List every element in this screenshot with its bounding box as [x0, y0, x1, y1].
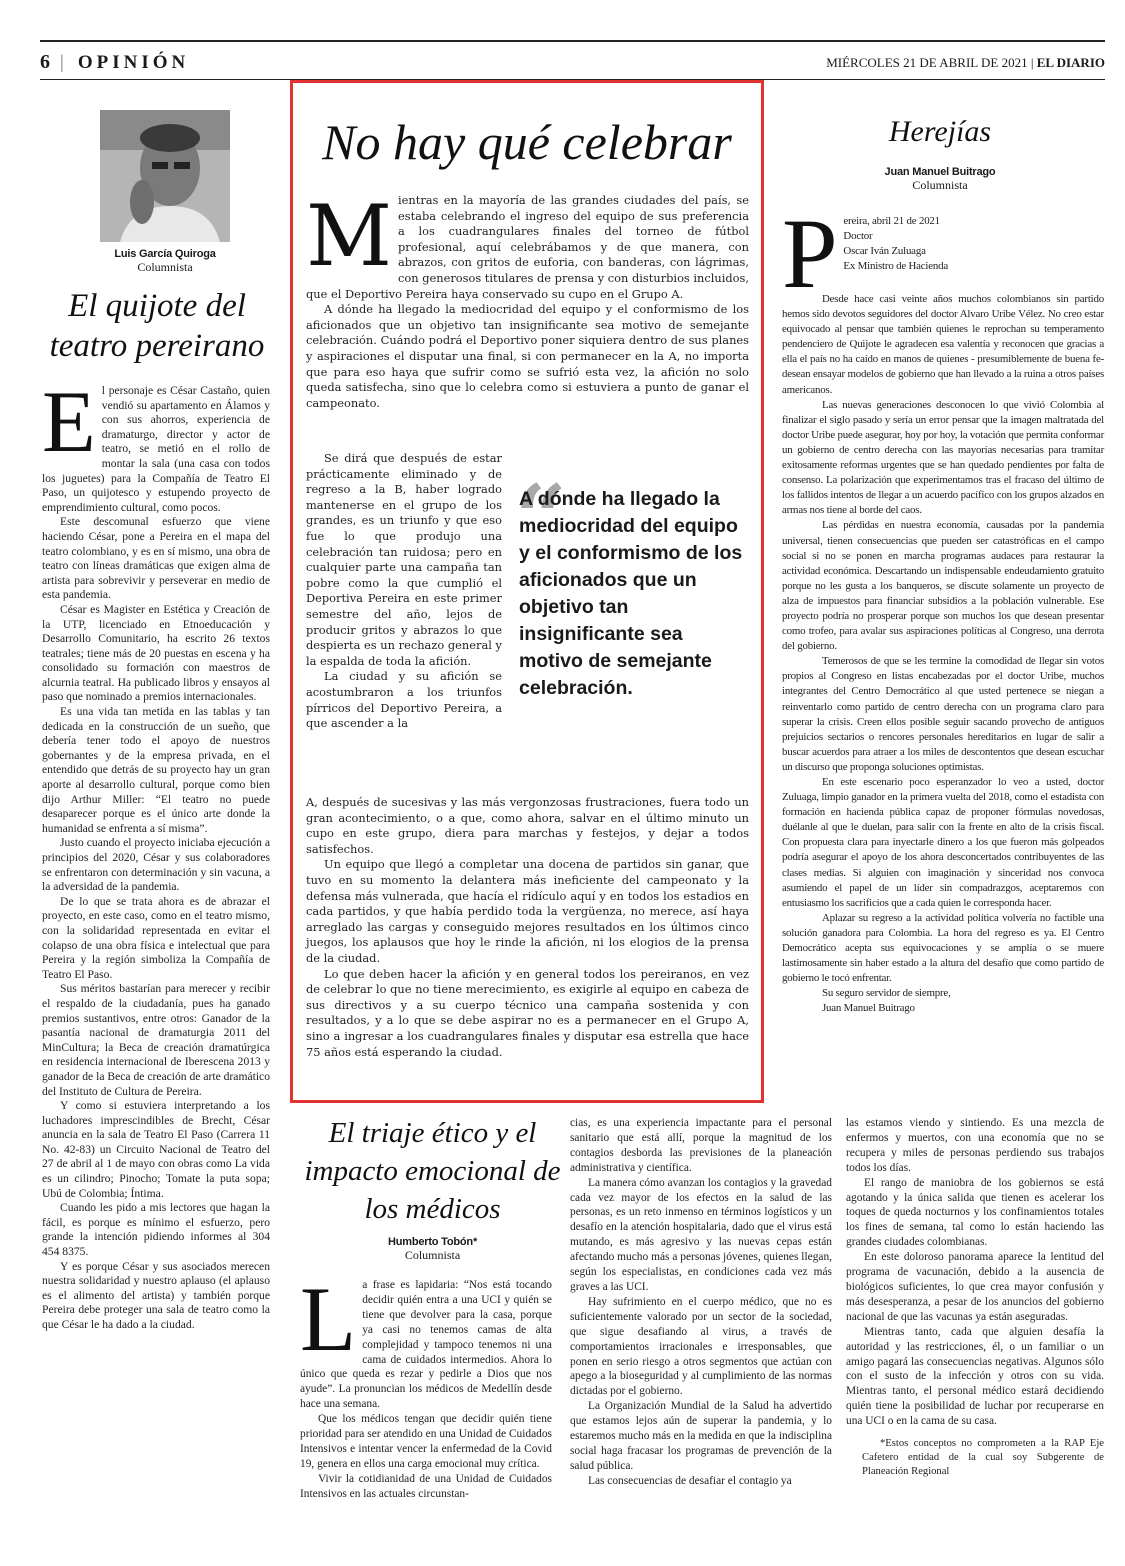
paragraph: ientras en la mayoría de las grandes ciudades del país, se estaba celebrando el ingreso del equipo de sus preferencia a los cuadrangulares finales del torneo de fútbol profesional, aquí celebrábamos y de que manera, con abrazos, con gritos de euforia, con banderas, con lágrimas, con generosos titulares de prensa y con disturbios incluidos, que el Deportivo Pereira haya conservado su cupo en el Grupo A. [306, 193, 749, 301]
paragraph: El rango de maniobra de los gobiernos se está agotando y la única salida que tienen es acelerar los toques de queda nocturnos y los confinamientos totales los fines de semana, tal como lo están haciendo las grandes ciudades colombianas. [846, 1176, 1104, 1249]
paragraph: A, después de sucesivas y las más vergonzosas frustraciones, fuera todo un gran acontecimiento, o a que, como ahora, salvar en el último minuto un cupo en este grupo, diera para marchas y festejos, y dejar a todos satisfechos. [306, 795, 749, 856]
paragraph: Que los médicos tengan que decidir quién tiene prioridad para ser atendido en una Unidad de Cuidados Intensivos e intentar vencer la enfermedad de la Covid 19, genera en ellos una carga emocional muy crítica. [300, 1413, 552, 1470]
paragraph: Un equipo que llegó a completar una docena de partidos sin ganar, que tuvo en su momento la delantera más ineficiente del campeonato y la defensa más vulnerada, que hacía el ridículo aquí y en todos los estadios en cada partidos, y que había perdido toda la vergüenza, no merece, así haya arreglado las cargas y conseguido mejores resultados en los últimos cinco juegos, los aplausos que hoy le rinde la afición, ni los elogios de la prensa de la ciudad. [306, 857, 749, 965]
left-article-title: El quijote del teatro pereirano [49, 288, 265, 364]
dropcap: P [782, 214, 838, 292]
author-role: Columnista [912, 178, 968, 192]
main-article-narrow-col [306, 451, 502, 732]
paragraph: La ciudad y su afición se acostumbraron a los triunfos pírricos del Deportivo Pereira, a que ascender a la [306, 669, 502, 731]
dropcap: M [306, 187, 393, 285]
dropcap: E [42, 374, 96, 471]
right-article-body [782, 214, 1104, 1017]
footnote: *Estos conceptos no comprometen a la RAP Eje Cafetero entidad de la cual soy Subgerente de Planeación Regional [862, 1438, 1104, 1478]
paragraph: las estamos viendo y sintiendo. Es una mezcla de enfermos y muertos, con una economía que no se recupera y miles de personas perdiendo sus trabajos todos los días. [846, 1117, 1104, 1174]
signature-name: Juan Manuel Buitrago [822, 1002, 915, 1015]
quote-mark-icon: “ [515, 465, 567, 571]
paragraph: Es una vida tan metida en las tablas y tan dedicada en la construcción de un sueño, que debería tener todo el apoyo de nuestros gobernantes y de la empresa privada, en el entendido que detrás de su proyecto hay un gran aporte al desarrollo cultural, porque como bien dijo Arthur Miller: “El teatro no puede desaparecer porque es el único arte donde la humanidad se enfrenta a sí misma”. [42, 705, 270, 835]
paragraph: César es Magister en Estética y Creación de la UTP, licenciado en Etnoeducación y Desarrollo Comunitario, ha escrito 26 textos teatrales; tiene más de 20 puestas en escena y ha consolidado su formación con maestros de alcurnia teatral. Ha publicado libros y ensayos al paso que nominado a premios internacionales. [42, 602, 270, 704]
bottom-byline [300, 1236, 565, 1263]
section-name: OPINIÓN [77, 52, 190, 73]
paragraph: Hay sufrimiento en el cuerpo médico, que no es suficientemente valorado por un sector de la sociedad, que sigue desafiando al virus, a través de comportamientos irracionales e irresponsables, que ponen en serio riesgo a otros segmentos que actúan con apego a la bioseguridad y al cumplimiento de las normas dictadas por el gobierno. [570, 1295, 832, 1398]
bottom-article-title: El triaje ético y el impacto emocional de los médicos [304, 1117, 561, 1225]
author-photo [100, 110, 230, 242]
paragraph: Las nuevas generaciones desconocen lo que vivió Colombia al finalizar el siglo pasado y sería un error pensar que la imagen maltratada del doctor Uribe puede asegurar, hoy por hoy, la votación que permita conformar un gobierno de centro derecha con las mayorías necesarias para tramitar exitosamente reformas urgentes que se han quedado pendientes por falta de consenso. La polarización que experimentamos tras el fracaso del último de los fallidos intentos de llegar a un acuerdo pacífico con los grupos alzados en armas nos tiene al borde del caos. [782, 398, 1104, 517]
page-header [40, 40, 1105, 80]
paragraph: l personaje es César Castaño, quien vendió su apartamento en Álamos y con sus ahorros, experiencia de dramaturgo, director y actor de teatro, se metió en el rollo de montar la sala (una casa con todos los juguetes) para la Compañía de Teatro El Paso, un quijotesco y estupendo proyecto de emprendimiento cultural, como pocos. [42, 384, 270, 514]
main-article-ending [306, 795, 749, 1060]
paragraph: cias, es una experiencia impactante para el personal sanitario que está allí, porque la magnitud de los contagios desborda las previsiones de la planeación administrativa y científica. [570, 1117, 832, 1174]
paragraph: Cuando les pido a mis lectores que hagan la fácil, es porque es mínimo el esfuerzo, pero grande la intención pidiendo informes al 304 454 8375. [42, 1201, 270, 1259]
author-name: Juan Manuel Buitrago [884, 166, 996, 178]
paper-name: EL DIARIO [1036, 55, 1105, 70]
paragraph: Se dirá que después de estar prácticamente eliminado y de regreso a la B, haber logrado mantenerse en el grupo de los grandes, es un triunfo y que eso fue lo que produjo una celebración tan ruidosa; pero en cualquier parte una campaña tan pobre como la que cumplió el Deportiva Pereira en este primer semestre del año, lejos de producir gritos y abrazos lo que despierta es un rechazo general y la espalda de toda la afición. [306, 451, 502, 668]
main-article-title: No hay qué celebrar [322, 114, 732, 170]
paragraph: Sus méritos bastarían para merecer y recibir el respaldo de la ciudadanía, pues ha ganado premios sustantivos, entre otros: Ganador de la pasantía nacional de dramaturgia 2011 del MinCultura; la Beca de creación dramatúrgica en residencia internacional de Iberescena 2013 y ganador de la Beca de creación de arte dramático del Instituto de Cultura de Pereira. [42, 982, 270, 1098]
left-article-body [42, 374, 270, 1333]
letter-line: ereira, abril 21 de 2021 [843, 215, 940, 227]
signoff: Su seguro servidor de siempre, [822, 987, 951, 1000]
bottom-article-col2 [570, 1116, 832, 1489]
right-article-title: Herejías [888, 115, 992, 148]
paragraph: En este escenario poco esperanzador lo veo a usted, doctor Zuluaga, limpio ganador en la primera vuelta del 2018, como el estadista con formación en hacienda pública capaz de proponer fórmulas novedosas, duélanle al que le duelan, para salir con la frente en alto de la crisis fiscal. Con propuesta clara para inyectarle dinero a los que fueron más golpeados podría asegurar el apoyo de los ahora desconcertados contribuyentes de las clases medias. Si alguien con imaginación y sinceridad nos convoca asumiendo el papel de un líder sin compadrazgos, aceptaremos con entusiasmo los sacrificios que a cada quien le corresponda hacer. [782, 776, 1104, 909]
section-label: 6 | OPINIÓN [40, 51, 190, 73]
paragraph: Justo cuando el proyecto iniciaba ejecución a principios del 2020, César y sus colaboradores se enfrentaron con determinación y sin vacuna, a la adversidad de la pandemia. [42, 836, 270, 894]
paragraph: Aplazar su regreso a la actividad política volvería no factible una solución ganadora para Colombia. La hora del regreso es ya. El Centro Democrático acepta sus equivocaciones y se amplía o se muere lastimosamente sin haber estado a la altura del desafío que como partido de gobierno le tocó enfrentar. [782, 911, 1104, 985]
right-byline [780, 166, 1100, 193]
paragraph: Y es porque César y sus asociados merecen nuestra solidaridad y nuestro aplauso (el aplauso es el alimento del artista) y también porque Pereira debe proteger una sala de teatro como la que César le ha dado a la ciudad. [42, 1259, 270, 1331]
paragraph: a frase es lapidaria: “Nos está tocando decidir quién entra a una UCI y quién se tiene que devolver para la casa, porque ya casi no tenemos camas de alta complejidad y tampoco tenemos ni una cama de cuidados intermedios. Ahora lo único que queda es rezar y pedirle a Dios que nos ayude”. La pronuncian los médicos de Medellín desde hace una semana. [300, 1279, 552, 1411]
paragraph: Las pérdidas en nuestra economía, causadas por la pandemia universal, tienen consecuencias que pueden ser catastróficas en el campo social si no se ponen en marcha programas audaces para restaurar la actividad económica. Descartando un indispensable endeudamiento gratuito porque no les gusta a los banqueros, se discute solamente un proyecto de alza de impuestos para financiar subsidios a la población vulnerable. Ese proyecto podría no prosperar porque son muchos los que desean presentar como trofeo, para avalar sus aspiraciones políticas al Congreso, una derrota del gobierno. [782, 519, 1104, 653]
paragraph: Y como si estuviera interpretando a los luchadores imprescindibles de Brecht, César anuncia en la sala de Teatro El Paso (Carrera 11 No. 42-83) un Circuito Nacional de Teatro del 27 de abril al 1 de mayo con obras como La vida es un cilindro; Pinocho; Tomate la puta sopa; Ubú de Colombia; Íntima. [42, 1099, 270, 1200]
author-portrait-image [100, 110, 230, 242]
left-byline [60, 248, 270, 275]
paragraph: Vivir la cotidianidad de una Unidad de Cuidados Intensivos en las actuales circunstan- [300, 1472, 552, 1500]
paragraph: De lo que se trata ahora es de abrazar el proyecto, en este caso, como en el teatro mismo, con la solidaridad representada en evitar el colapso de una obra física e intelectual que para Pereira y la región simboliza la Compañía de Teatro El Paso. [42, 894, 270, 981]
bottom-article-col3 [846, 1116, 1104, 1480]
letter-line: Oscar Iván Zuluaga [843, 245, 926, 258]
paragraph: Las consecuencias de desafiar el contagio ya [588, 1474, 792, 1487]
page-number: 6 [40, 51, 50, 73]
paragraph: En este doloroso panorama aparece la lentitud del programa de vacunación, debido a la ausencia de biológicos suficientes, lo que crea mayor confusión y más desesperanza, a pesar de los anuncios del gobierno nacional de que las vacunas ya están aseguradas. [846, 1251, 1104, 1323]
paragraph: A dónde ha llegado la mediocridad del equipo y el conformismo de los aficionados que un objetivo tan insignificante sea motivo de semejante celebración. Cuándo podrá el Deportivo poner siquiera dentro de sus planes y aspiraciones el disputar una final, si con permanecer en la A, no importa que para eso haya que sufrir como se sufrió esta vez, la afición no solo queda satisfecha, sino que lo celebra como si estuviera a punto de ganar el campeonato. [306, 302, 749, 410]
author-name: Luis García Quiroga [114, 248, 216, 260]
main-article-intro [306, 187, 749, 411]
pull-quote: A dónde ha llegado la mediocridad del equipo y el conformismo de los aficionados que un objetivo tan insignificante sea motivo de semejante celebración. [519, 488, 743, 699]
letter-line: Ex Ministro de Hacienda [843, 260, 948, 273]
author-role: Columnista [137, 260, 193, 274]
author-name: Humberto Tobón* [387, 1236, 478, 1248]
date-text: MIÉRCOLES 21 DE ABRIL DE 2021 [826, 55, 1028, 70]
letter-line: Doctor [843, 230, 873, 243]
author-role: Columnista [404, 1248, 461, 1262]
paragraph: La manera cómo avanzan los contagios y la gravedad cada vez mayor de los efectos en la salud de las personas, es un reto inmenso en términos logísticos y un desafío en la atención hospitalaria, dado que el virus está mutando, es más agresivo y las nuevas cepas están afectando mucho más a personas jóvenes, quienes llegan, según los especialistas, en condiciones cada vez más graves a las UCI. [570, 1176, 832, 1293]
issue-date: MIÉRCOLES 21 DE ABRIL DE 2021 | EL DIARIO [826, 55, 1105, 70]
dropcap: L [300, 1268, 357, 1370]
bottom-article-col1 [300, 1268, 552, 1502]
paragraph: Desde hace casi veinte años muchos colombianos sin partido hemos sido devotos seguidores del doctor Alvaro Uribe Vélez. No creo estar equivocado al pensar que también quienes le reprochan su temperamento pendenciero de Quijote le agradecen esa valentía y reconocen que gracias a ella el país no ha caído en manos de quienes - presumiblemente de buena fe- desean ensayar modelos de gobierno que han llevado a la ruina a otros países americanos. [782, 293, 1104, 396]
paragraph: Temerosos de que se les termine la comodidad de llegar sin votos propios al Congreso en listas encabezadas por el doctor Uribe, muchos integrantes del Centro Democrático al que usted pertenece se niegan a reinventarlo como partido de centro derecha con un programa claro para superar la crisis. Creen ellos posible seguir sacando provecho de antiguos prejuicios sectarios o rencores personales hereditarios en lugar de salir a buscar acuerdos para atraer a los miles de descontentos que desean escuchar un discurso que proponga soluciones optimistas. [782, 655, 1104, 773]
paragraph: La Organización Mundial de la Salud ha advertido que estamos lejos aún de superar la pandemia, y lo estaremos mucho más en la medida en que la indisciplina social haga fracasar los programas de prevención de la salud pública. [570, 1400, 832, 1472]
paragraph: Lo que deben hacer la afición y en general todos los pereiranos, en vez de celebrar lo que no tiene merecimiento, es exigirle al equipo en cabeza de sus directivos y a su cuerpo técnico una campaña sostenida y con resultados, y a lo que se debe aspirar no es a permanecer en el Grupo A, sino a ingresar a los cuadrangulares finales y disputar esa estrella que hace 75 años está esperando la ciudad. [306, 966, 749, 1059]
paragraph: Mientras tanto, cada que alguien desafía la autoridad y las restricciones, él, o un familiar o un amigo pagará las consecuencias negativas. Algunos sólo con el susto de la infección y otros con su vida. Mientras tanto, el personal médico estará decidiendo quién tiene la posibilidad de luchar por recuperarse en una UCI o en la cama de su casa. [846, 1325, 1104, 1428]
paragraph: Este descomunal esfuerzo que viene haciendo César, pone a Pereira en el mapa del teatro colombiano, y es en sí mismo, una obra de teatro con líneas dramáticas que exigen alma de artista para sobrevivir y perseverar en medio de esta pandemia. [42, 515, 270, 602]
